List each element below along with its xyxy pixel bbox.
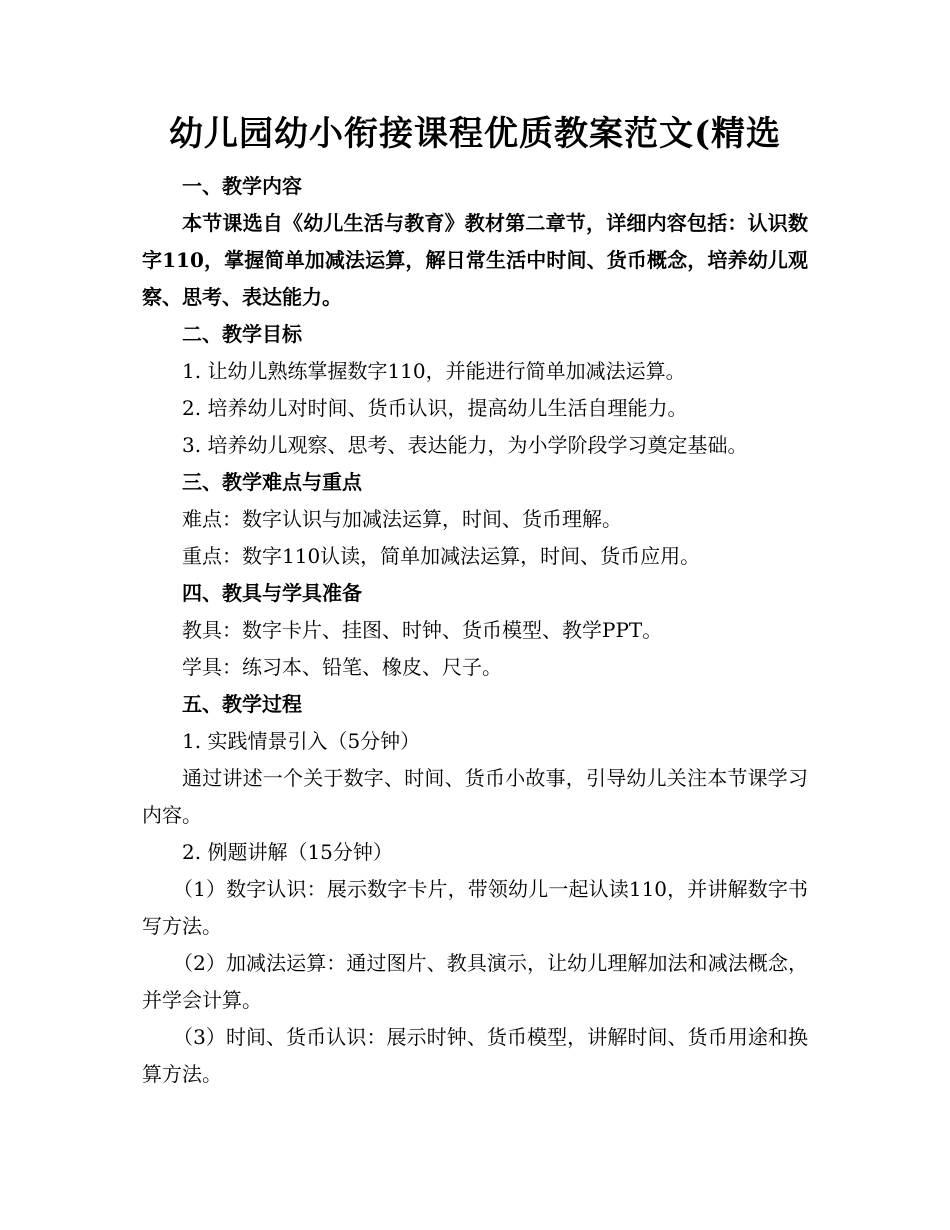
objective-item: 3. 培养幼儿观察、思考、表达能力，为小学阶段学习奠定基础。 (182, 433, 748, 457)
objective-item: 1. 让幼儿熟练掌握数字110，并能进行简单加减法运算。 (182, 359, 686, 383)
section-heading-difficulties: 三、教学难点与重点 (182, 470, 362, 494)
section-heading-process: 五、教学过程 (182, 692, 302, 716)
process-step-title: 1. 实践情景引入（5分钟） (182, 729, 421, 753)
difficult-point: 难点：数字认识与加减法运算，时间、货币理解。 (182, 507, 622, 531)
process-sub-item: （3）时间、货币认识：展示时钟、货币模型，讲解时间、货币用途和换算方法。 (142, 1025, 808, 1086)
document-body (142, 168, 808, 1093)
section-heading-materials: 四、教具与学具准备 (182, 581, 362, 605)
process-sub-item: （2）加减法运算：通过图片、教具演示，让幼儿理解加法和减法概念，并学会计算。 (142, 951, 808, 1012)
process-sub-item: （1）数字认识：展示数字卡片，带领幼儿一起认读110，并讲解数字书写方法。 (142, 877, 808, 938)
objective-item: 2. 培养幼儿对时间、货币认识，提高幼儿生活自理能力。 (182, 396, 688, 420)
process-step-text: 通过讲述一个关于数字、时间、货币小故事，引导幼儿关注本节课学习内容。 (142, 766, 808, 827)
teaching-aids: 教具：数字卡片、挂图、时钟、货币模型、教学PPT。 (182, 618, 663, 642)
key-point: 重点：数字110认读，简单加减法运算，时间、货币应用。 (182, 544, 701, 568)
section-heading-objectives: 二、教学目标 (182, 322, 302, 346)
document-title: 幼儿园幼小衔接课程优质教案范文(精选 (168, 114, 782, 154)
content-paragraph: 本节课选自《幼儿生活与教育》教材第二章节，详细内容包括：认识数字110，掌握简单加减法运算，解日常生活中时间、货币概念，培养幼儿观察、思考、表达能力。 (142, 211, 808, 309)
learning-aids: 学具：练习本、铅笔、橡皮、尺子。 (182, 655, 502, 679)
section-heading-content: 一、教学内容 (182, 174, 302, 198)
process-step-title: 2. 例题讲解（15分钟） (182, 840, 393, 864)
